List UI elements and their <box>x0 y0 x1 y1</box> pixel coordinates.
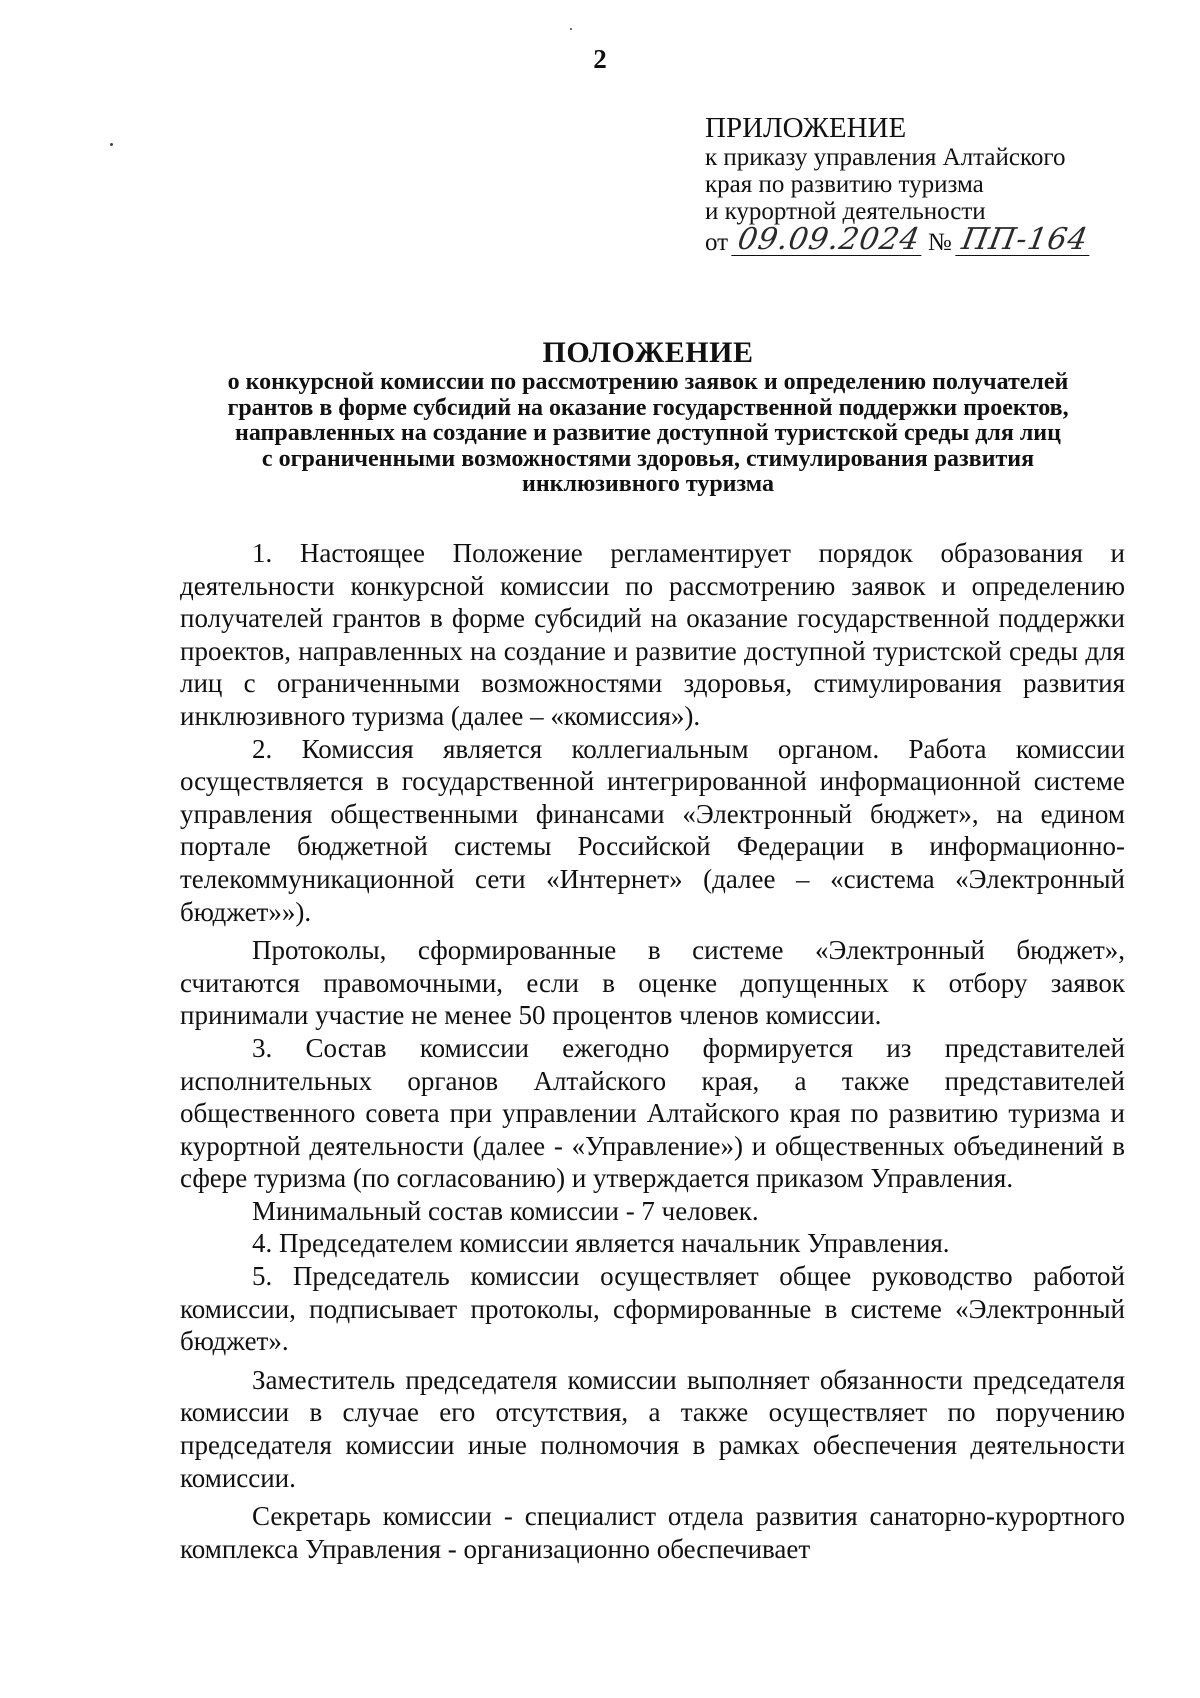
paragraph-1: 1. Настоящее Положение регламентирует порядок образования и деятельности конкурсной комиссии по рассмотрению заявок и определению получателей грантов в форме субсидий на оказание государственной поддержки проектов, направленных на создание и развитие доступной туристской среды для лиц с ограниченными возможностями здоровья, стимулирования развития инклюзивного туризма (далее – «комиссия»). <box>180 538 1125 731</box>
appendix-title: ПРИЛОЖЕНИЕ <box>705 112 907 144</box>
document-subtitle-line: грантов в форме субсидий на оказание государственной поддержки проектов, <box>227 394 1069 421</box>
paragraph-minimum-composition: Минимальный состав комиссии - 7 человек. <box>252 1195 759 1226</box>
paragraph-deputy-chair: Заместитель председателя комиссии выполняет обязанности председателя комиссии в случае его отсутствия, а также осуществляет по поручению председателя комиссии иные полномочия в рамках обеспечения деятельности комиссии. <box>180 1364 1125 1493</box>
document-title: ПОЛОЖЕНИЕ <box>542 336 754 369</box>
paragraph-secretary: Секретарь комиссии - специалист отдела развития санаторно-курортного комплекса Управления - организационно обеспечивает <box>180 1501 1125 1564</box>
scan-speck <box>570 28 572 30</box>
scan-speck <box>110 143 113 146</box>
page-number: 2 <box>593 44 607 74</box>
handwritten-number: ПП-164 <box>955 225 1094 256</box>
appendix-line: к приказу управления Алтайского <box>705 144 1066 171</box>
document-subtitle-line: направленных на создание и развитие доступной туристской среды для лиц <box>235 420 1061 446</box>
date-prefix: от <box>705 229 729 256</box>
paragraph-protocols: Протоколы, сформированные в системе «Электронный бюджет», считаются правомочными, если в оценке допущенных к отбору заявок принимали участие не менее 50 процентов членов комиссии. <box>180 935 1125 1031</box>
appendix-block <box>705 112 1175 256</box>
appendix-line: и курортной деятельности <box>705 198 986 225</box>
number-sign: № <box>927 229 952 256</box>
paragraph-4: 4. Председателем комиссии является начальник Управления. <box>252 1228 950 1259</box>
appendix-line: края по развитию туризма <box>705 171 984 198</box>
document-subtitle-line: с ограниченными возможностями здоровья, стимулирования развития <box>261 445 1035 472</box>
paragraph-3: 3. Состав комиссии ежегодно формируется из представителей исполнительных органов Алтайского края, а также представителей общественного совета при управлении Алтайского края по развитию туризма и курортной деятельности (далее - «Управление») и общественных объединений в сфере туризма (по согласованию) и утверждается приказом Управления. <box>180 1032 1125 1194</box>
handwritten-date: 09.09.2024 <box>731 225 926 256</box>
document-body <box>180 537 1125 1565</box>
document-heading <box>150 336 1146 498</box>
document-subtitle-line: инклюзивного туризма <box>522 471 774 497</box>
paragraph-5: 5. Председатель комиссии осуществляет общее руководство работой комиссии, подписывает протоколы, сформированные в системе «Электронный бюджет». <box>180 1261 1125 1357</box>
paragraph-2: 2. Комиссия является коллегиальным органом. Работа комиссии осуществляется в государственной интегрированной информационной системе управления общественными финансами «Электронный бюджет», на едином портале бюджетной системы Российской Федерации в информационно-телекоммуникационной сети «Интернет» (далее – «система «Электронный бюджет»»). <box>180 733 1125 927</box>
document-subtitle-line: о конкурсной комиссии по рассмотрению заявок и определению получателей <box>227 369 1069 395</box>
order-date-number-row <box>705 222 1175 257</box>
